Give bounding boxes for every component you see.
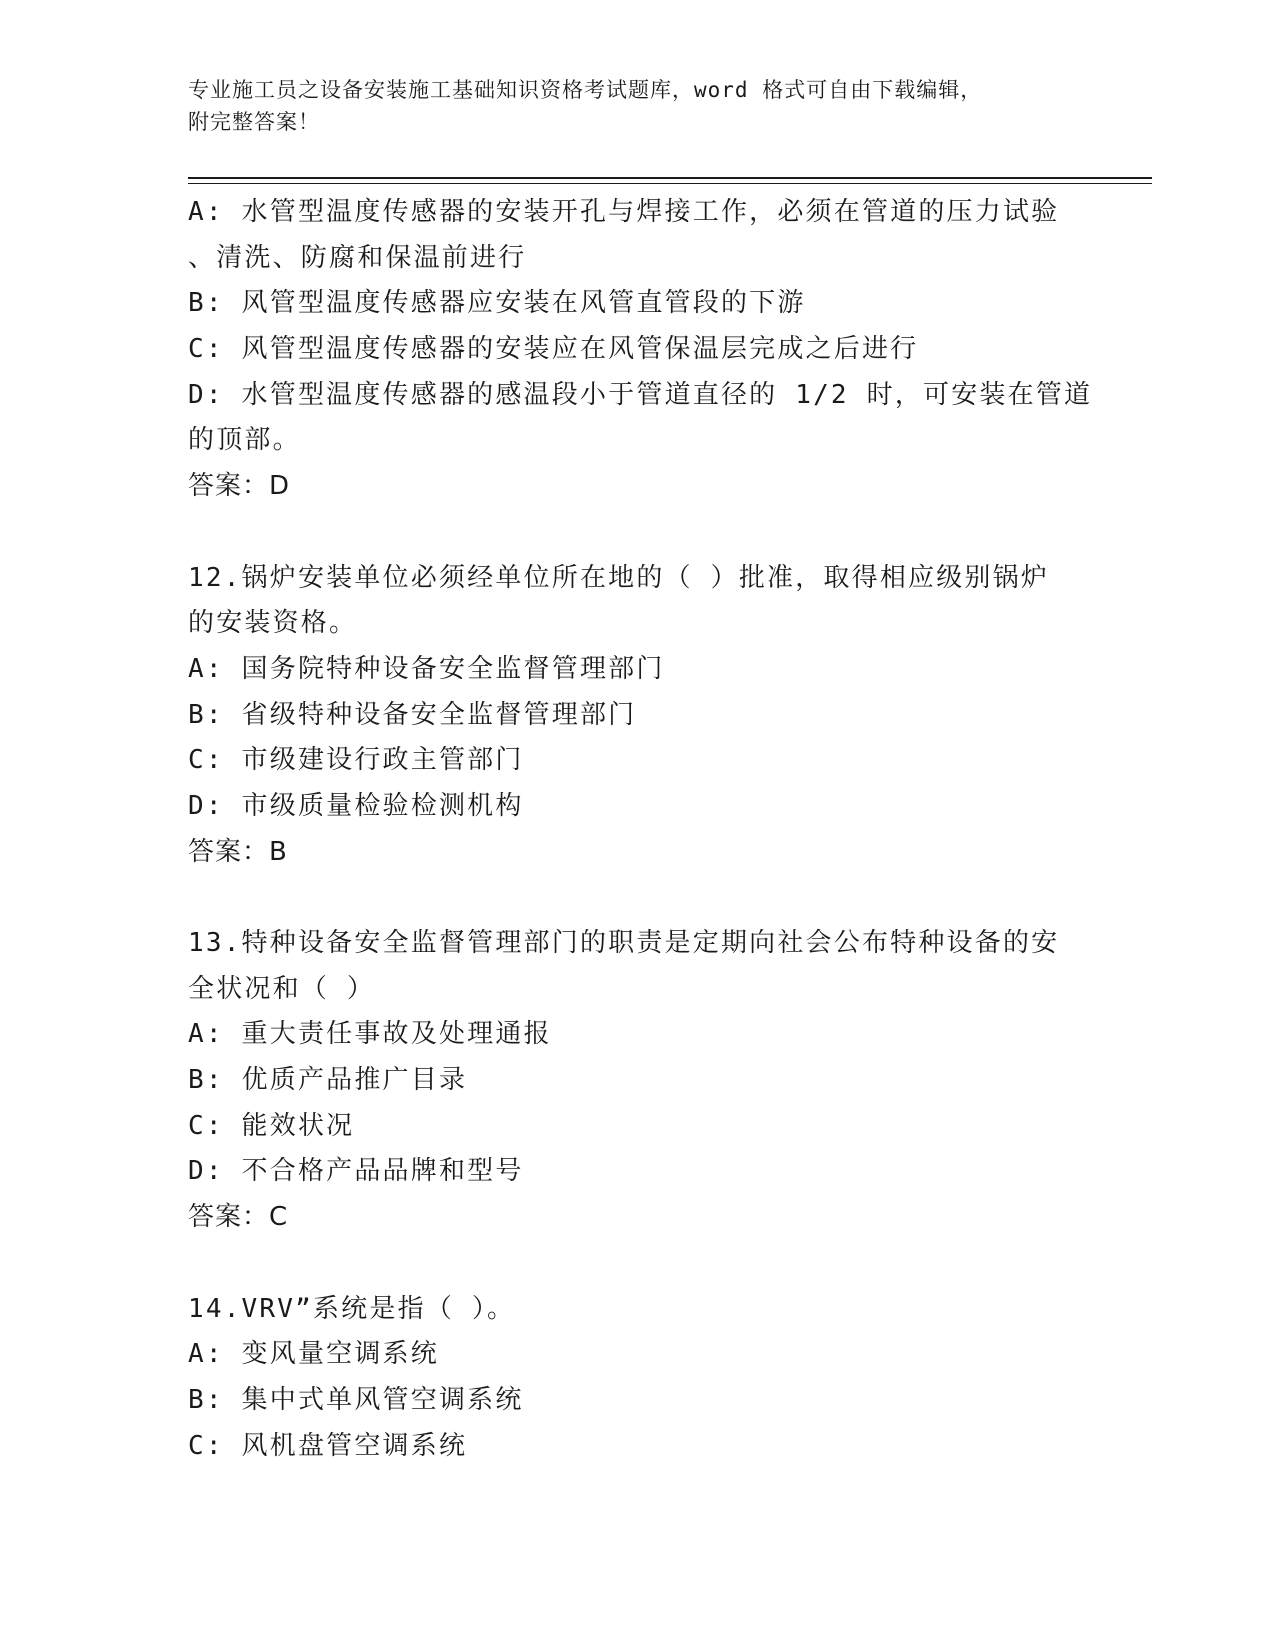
document-header xyxy=(188,74,1088,138)
option-a: A: 重大责任事故及处理通报 xyxy=(188,1019,552,1050)
option-c: C: 风机盘管空调系统 xyxy=(188,1430,468,1461)
answer: 答案：D xyxy=(188,471,291,502)
question-13 xyxy=(188,921,1088,1241)
option-a-line-1: A: 水管型温度传感器的安装开孔与焊接工作，必须在管道的压力试验 xyxy=(188,197,1060,227)
header-line-2: 附完整答案！ xyxy=(188,110,320,134)
spacer xyxy=(188,875,1088,921)
answer: 答案：B xyxy=(188,836,288,867)
option-d: D: 不合格产品品牌和型号 xyxy=(188,1156,524,1187)
option-b: B: 风管型温度传感器应安装在风管直管段的下游 xyxy=(188,288,806,319)
question-stem-line-1: 14.VRV”系统是指（ ）。 xyxy=(188,1293,516,1324)
question-stem-line-2: 全状况和（ ） xyxy=(188,973,376,1004)
spacer xyxy=(188,510,1088,556)
option-d: D: 市级质量检验检测机构 xyxy=(188,790,524,821)
spacer xyxy=(188,1241,1088,1287)
answer: 答案：C xyxy=(188,1202,289,1233)
header-rule-thick xyxy=(188,177,1152,179)
option-c: C: 风管型温度传感器的安装应在风管保温层完成之后进行 xyxy=(188,334,919,365)
option-c: C: 能效状况 xyxy=(188,1110,355,1141)
option-a-line-2: 、清洗、防腐和保温前进行 xyxy=(188,242,527,273)
option-d-line-2: 的顶部。 xyxy=(188,425,301,456)
header-rule-thin xyxy=(188,183,1152,184)
option-a: A: 变风量空调系统 xyxy=(188,1339,439,1370)
question-11 xyxy=(188,190,1093,510)
question-stem-line-1: 13.特种设备安全监督管理部门的职责是定期向社会公布特种设备的安 xyxy=(188,928,1060,958)
option-b: B: 省级特种设备安全监督管理部门 xyxy=(188,699,637,730)
question-12 xyxy=(188,556,1088,876)
option-b: B: 优质产品推广目录 xyxy=(188,1065,468,1096)
header-line-1: 专业施工员之设备安装施工基础知识资格考试题库，word 格式可自由下载编辑， xyxy=(188,78,983,102)
question-14 xyxy=(188,1287,1088,1470)
question-stem-line-2: 的安装资格。 xyxy=(188,608,358,639)
option-a: A: 国务院特种设备安全监督管理部门 xyxy=(188,653,665,684)
question-stem-line-1: 12.锅炉安装单位必须经单位所在地的（ ）批准，取得相应级别锅炉 xyxy=(188,562,1050,593)
option-b: B: 集中式单风管空调系统 xyxy=(188,1384,524,1415)
option-d-line-1: D: 水管型温度传感器的感温段小于管道直径的 1/2 时，可安装在管道 xyxy=(188,379,1093,410)
question-list xyxy=(188,190,1093,1469)
option-c: C: 市级建设行政主管部门 xyxy=(188,745,524,776)
